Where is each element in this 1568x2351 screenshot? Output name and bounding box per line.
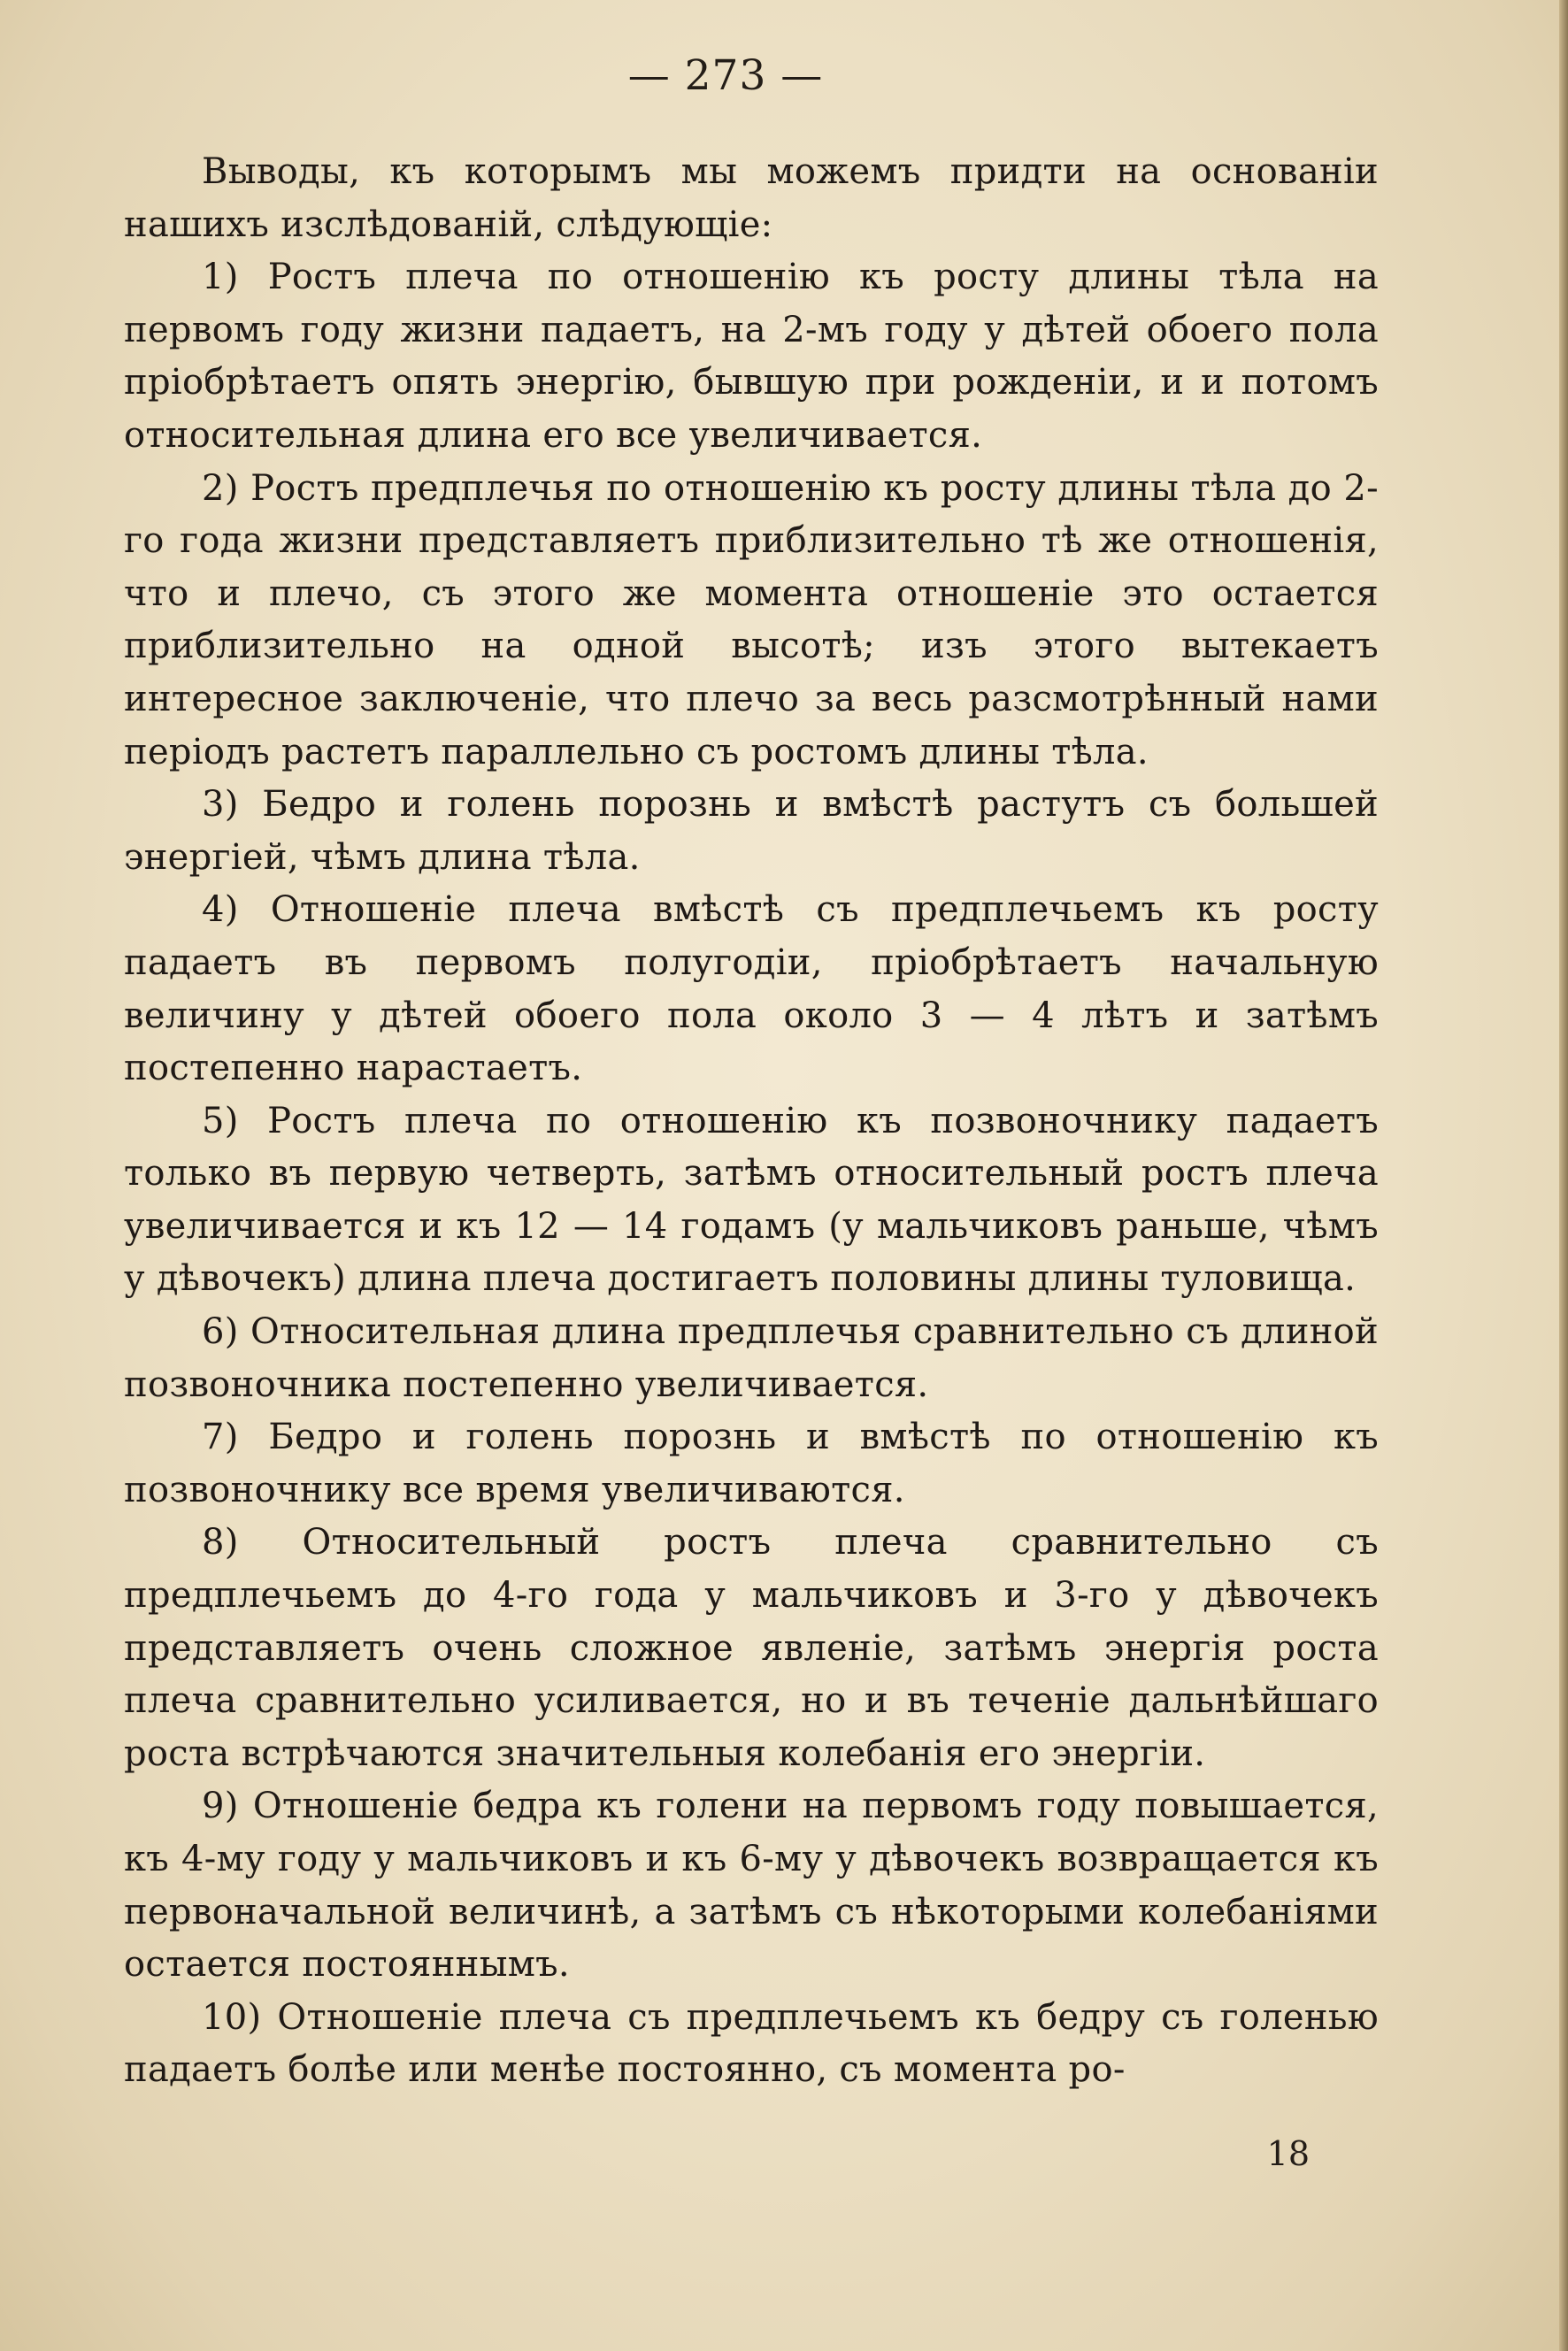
paragraph-conclusion-4: 4) Отношеніе плеча вмѣстѣ съ предплечьемъ къ росту падаетъ въ первомъ полугодіи, пріобрѣтаетъ начальную величину у дѣтей обоего пола около 3 — 4 лѣтъ и затѣмъ постепенно нарастаетъ. bbox=[124, 889, 1379, 1089]
paragraph-conclusion-8: 8) Относительный ростъ плеча сравнительно съ предплечьемъ до 4-го года у мальчиковъ и 3-го у дѣвочекъ представляетъ очень сложное явленіе, затѣмъ энергія роста плеча сравнительно усиливается, но и въ теченіе дальнѣйшаго роста встрѣчаются значительныя колебанія его энергіи. bbox=[124, 1522, 1379, 1774]
printer-signature-mark: 18 bbox=[1266, 2134, 1310, 2173]
paragraph-conclusion-10: 10) Отношеніе плеча съ предплечьемъ къ бедру съ голенью падаетъ болѣе или менѣе постоянно, съ момента ро- bbox=[124, 1996, 1379, 2091]
body-text bbox=[124, 146, 1379, 2097]
paragraph-conclusion-1: 1) Ростъ плеча по отношенію къ росту длины тѣла на первомъ году жизни падаетъ, на 2-мъ году у дѣтей обоего пола пріобрѣтаетъ опять энергію, бывшую при рожденіи, и и потомъ относительная длина его все увеличивается. bbox=[124, 257, 1379, 456]
paragraph-conclusion-5: 5) Ростъ плеча по отношенію къ позвоночнику падаетъ только въ первую четверть, затѣмъ относительный ростъ плеча увеличивается и къ 12 — 14 годамъ (у мальчиковъ раньше, чѣмъ у дѣвочекъ) длина плеча достигаетъ половины длины туловища. bbox=[124, 1100, 1379, 1300]
paragraph-intro: Выводы, къ которымъ мы можемъ придти на основаніи нашихъ изслѣдованій, слѣдующіе: bbox=[124, 151, 1379, 245]
page-number: — 273 — bbox=[627, 51, 824, 100]
paragraph-conclusion-9: 9) Отношеніе бедра къ голени на первомъ году повышается, къ 4-му году у мальчиковъ и къ 6-му у дѣвочекъ возвращается къ первоначальной величинѣ, а затѣмъ съ нѣкоторыми колебаніями остается постояннымъ. bbox=[124, 1786, 1379, 1986]
paragraph-conclusion-6: 6) Относительная длина предплечья сравнительно съ длиной позвоночника постепенно увеличивается. bbox=[124, 1311, 1379, 1405]
page-edge bbox=[1559, 0, 1568, 2351]
paragraph-conclusion-7: 7) Бедро и голень порознь и вмѣстѣ по отношенію къ позвоночнику все время увеличиваются. bbox=[124, 1417, 1379, 1510]
paragraph-conclusion-2: 2) Ростъ предплечья по отношенію къ росту длины тѣла до 2-го года жизни представляетъ приблизительно тѣ же отношенія, что и плечо, съ этого же момента отношеніе это остается приблизительно на одной высотѣ; изъ этого вытекаетъ интересное заключеніе, что плечо за весь разсмотрѣнный нами періодъ растетъ параллельно съ ростомъ длины тѣла. bbox=[124, 467, 1379, 772]
paragraph-conclusion-3: 3) Бедро и голень порознь и вмѣстѣ растутъ съ большей энергіей, чѣмъ длина тѣла. bbox=[124, 784, 1379, 878]
